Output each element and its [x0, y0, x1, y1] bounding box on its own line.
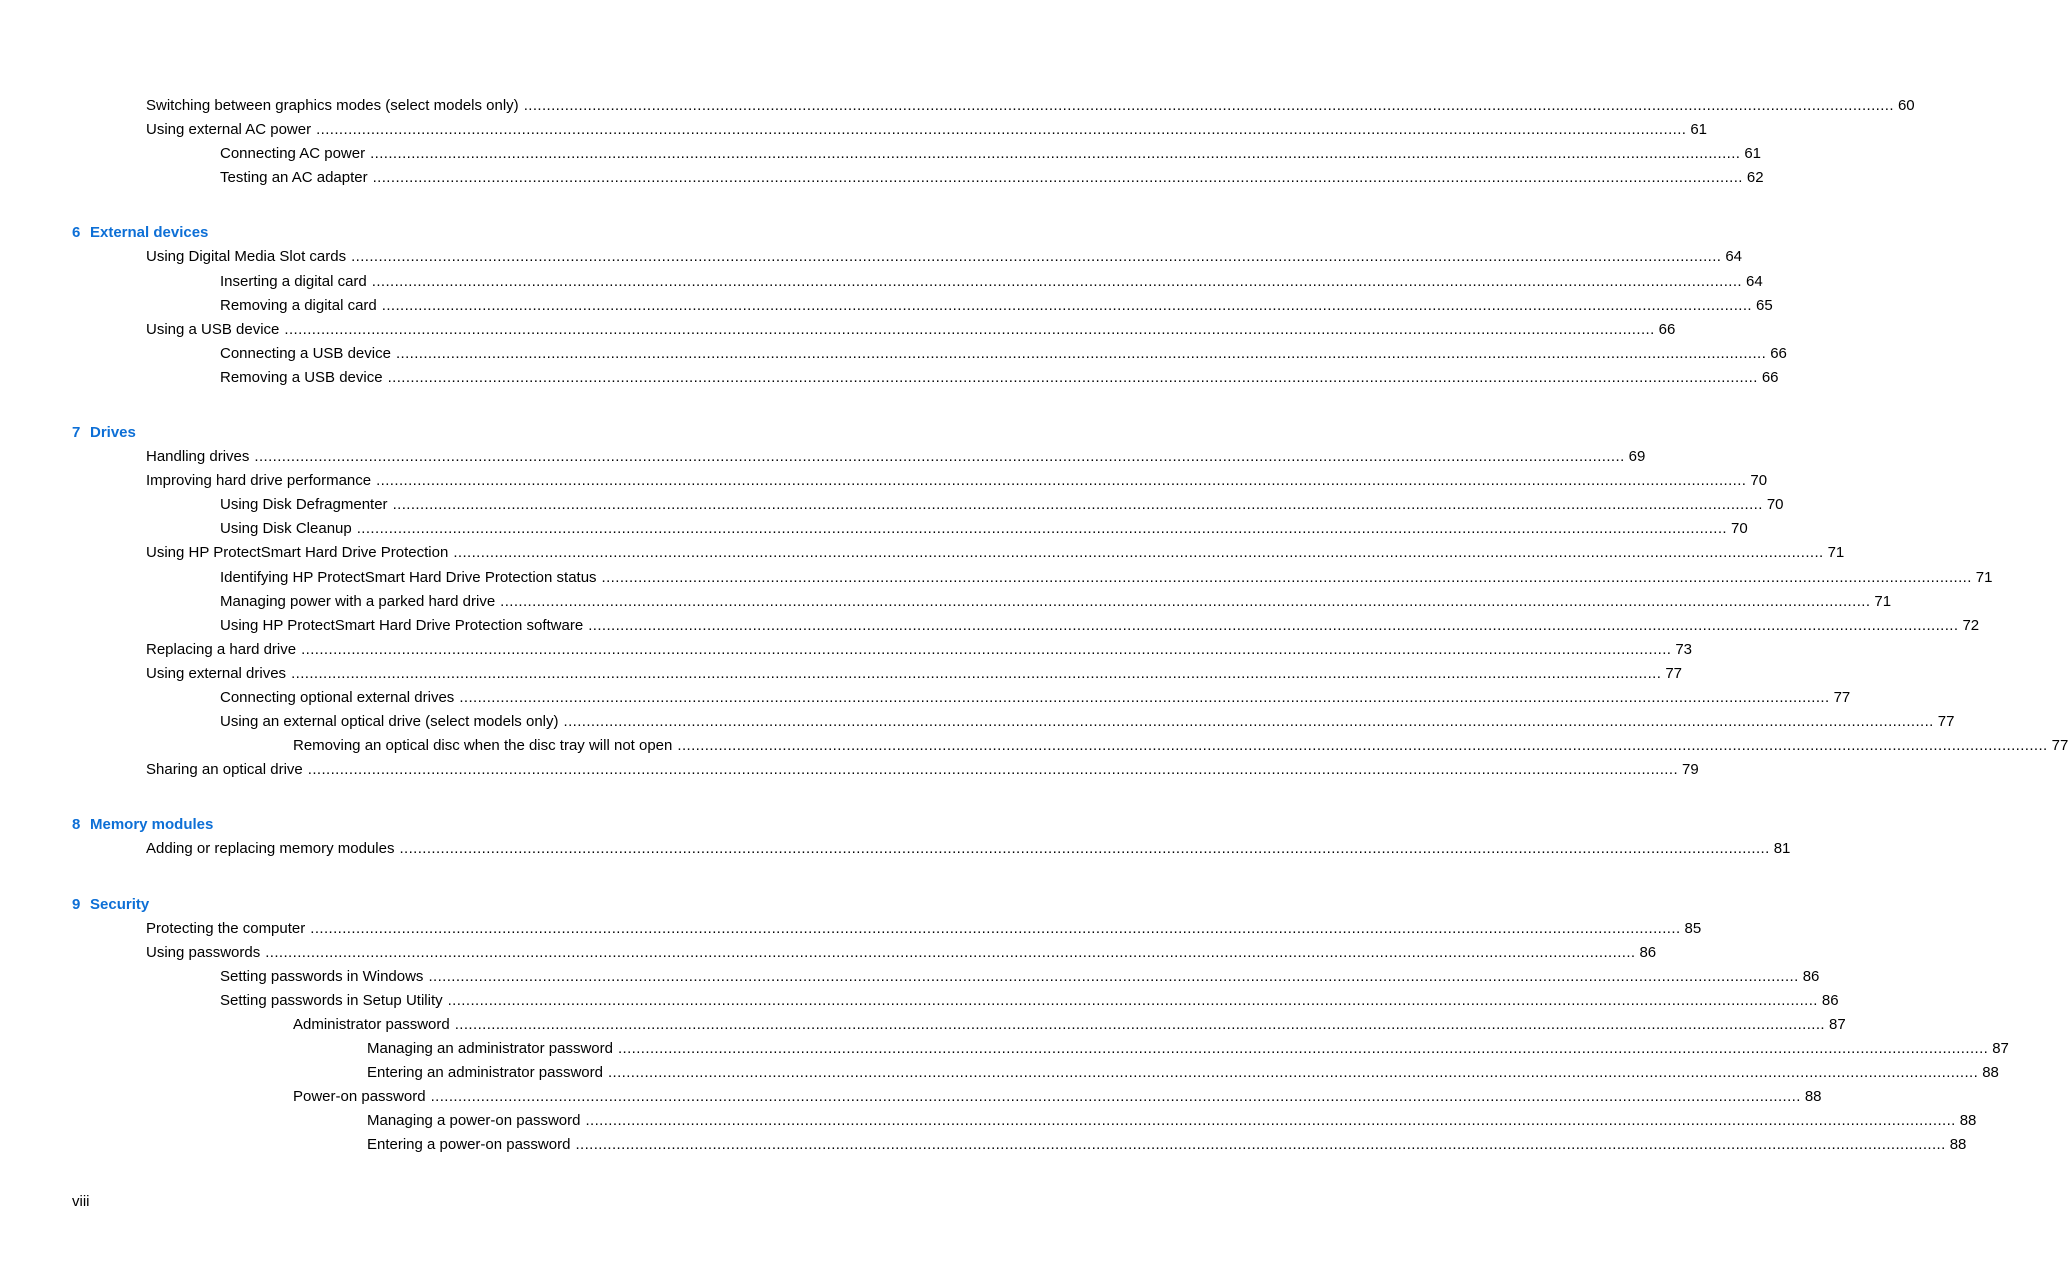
dot-leader: ............................................................................................................................................................................................................................................................................................................ — [351, 248, 1722, 266]
toc-entry-title: Using passwords — [146, 943, 261, 961]
toc-entry[interactable] — [146, 446, 1646, 468]
toc-entry-page-number: 71 — [1975, 568, 1993, 586]
dot-leader: ............................................................................................................................................................................................................................................................................................................ — [301, 640, 1672, 658]
toc-entry-page-number: 79 — [1682, 761, 1699, 779]
toc-entry[interactable] — [220, 167, 1764, 189]
toc-entry[interactable] — [220, 143, 1762, 165]
toc-entry-page-number: 61 — [1744, 145, 1762, 163]
toc-entry-page-number: 81 — [1773, 840, 1791, 858]
toc-entry[interactable] — [293, 1014, 1846, 1036]
toc-entry-title: Managing an administrator password — [367, 1040, 613, 1057]
chapter-title: Memory modules — [90, 816, 214, 834]
dot-leader: ............................................................................................................................................................................................................................................................................................................ — [575, 1136, 1946, 1154]
dot-leader: ............................................................................................................................................................................................................................................................................................................ — [585, 1112, 1956, 1130]
toc-entry-title: Removing an optical disc when the disc tray will not open — [293, 737, 673, 755]
toc-entry-page-number: 86 — [1639, 943, 1657, 961]
toc-entry-title: Managing a power-on password — [367, 1112, 581, 1130]
toc-entry-title: Identifying HP ProtectSmart Hard Drive Protection status — [220, 568, 597, 586]
toc-entry[interactable] — [220, 687, 1851, 709]
toc-entry[interactable] — [146, 95, 1915, 117]
toc-entry-page-number: 61 — [1690, 121, 1708, 139]
toc-entry[interactable] — [367, 1062, 1999, 1084]
dot-leader: ............................................................................................................................................................................................................................................................................................................ — [459, 689, 1830, 706]
chapter-heading[interactable] — [72, 222, 208, 244]
toc-entry-page-number: 88 — [1949, 1136, 1967, 1154]
toc-entry[interactable] — [367, 1110, 1977, 1132]
toc-entry[interactable] — [367, 1134, 1967, 1156]
toc-entry[interactable] — [220, 567, 1993, 589]
toc-entry-page-number: 70 — [1766, 496, 1784, 514]
dot-leader: ............................................................................................................................................................................................................................................................................................................ — [284, 320, 1655, 338]
dot-leader: ............................................................................................................................................................................................................................................................................................................ — [316, 121, 1687, 139]
toc-entry-page-number: 64 — [1746, 272, 1763, 290]
toc-entry-page-number: 70 — [1730, 520, 1748, 538]
toc-entry-title: Entering a power-on password — [367, 1136, 571, 1154]
toc-entry-page-number: 77 — [1665, 664, 1682, 682]
toc-entry[interactable] — [146, 942, 1657, 964]
dot-leader: ............................................................................................................................................................................................................................................................................................................ — [454, 1015, 1825, 1033]
toc-entry-page-number: 88 — [1804, 1088, 1822, 1106]
toc-entry-title: Using a USB device — [146, 320, 280, 338]
toc-entry-page-number: 77 — [1937, 713, 1955, 731]
toc-entry-title: Removing a digital card — [220, 296, 377, 314]
chapter-number: 6 — [72, 224, 81, 242]
toc-entry-title: Connecting AC power — [220, 145, 366, 163]
toc-entry[interactable] — [220, 966, 1820, 988]
toc-entry-title: Using Disk Defragmenter — [220, 496, 388, 514]
chapter-title: Security — [90, 895, 150, 913]
dot-leader: ............................................................................................................................................................................................................................................................................................................ — [428, 967, 1799, 985]
toc-entry[interactable] — [220, 295, 1773, 317]
toc-entry-page-number: 86 — [1802, 967, 1820, 985]
toc-entry-page-number: 65 — [1756, 296, 1773, 314]
dot-leader: ............................................................................................................................................................................................................................................................................................................ — [370, 145, 1741, 163]
toc-entry-title: Setting passwords in Windows — [220, 967, 424, 985]
toc-entry[interactable] — [220, 711, 1955, 733]
toc-entry[interactable] — [220, 271, 1763, 293]
toc-entry-page-number: 62 — [1746, 169, 1764, 187]
toc-entry[interactable] — [146, 663, 1682, 685]
toc-entry[interactable] — [293, 1086, 1822, 1108]
chapter-heading[interactable] — [72, 894, 149, 916]
toc-entry[interactable] — [220, 518, 1748, 540]
dot-leader: ............................................................................................................................................................................................................................................................................................................ — [291, 664, 1662, 682]
chapter-number: 7 — [72, 424, 81, 441]
toc-entry-page-number: 88 — [1959, 1112, 1977, 1130]
toc-entry-title: Adding or replacing memory modules — [146, 840, 395, 858]
dot-leader: ............................................................................................................................................................................................................................................................................................................ — [381, 296, 1752, 314]
chapter-title: External devices — [90, 224, 209, 242]
chapter-number: 8 — [72, 816, 81, 834]
toc-entry-page-number: 77 — [2051, 737, 2068, 755]
dot-leader: ............................................................................................................................................................................................................................................................................................................ — [588, 616, 1959, 634]
toc-entry[interactable] — [146, 470, 1768, 492]
dot-leader: ............................................................................................................................................................................................................................................................................................................ — [453, 544, 1824, 562]
toc-entry[interactable] — [220, 343, 1787, 365]
toc-entry[interactable] — [293, 735, 2068, 757]
toc-entry[interactable] — [146, 838, 1791, 860]
toc-entry-page-number: 88 — [1982, 1064, 1999, 1082]
toc-entry[interactable] — [146, 918, 1702, 940]
toc-entry-title: Administrator password — [293, 1015, 450, 1033]
toc-entry-title: Sharing an optical drive — [146, 761, 303, 779]
toc-entry-title: Using Disk Cleanup — [220, 520, 352, 538]
toc-entry-page-number: 87 — [1992, 1040, 2009, 1057]
toc-entry[interactable] — [146, 639, 1693, 661]
toc-entry-page-number: 71 — [1827, 544, 1845, 562]
toc-entry-page-number: 66 — [1770, 344, 1787, 362]
page-number-footer: viii — [72, 1193, 90, 1210]
toc-entry-title: Testing an AC adapter — [220, 169, 368, 187]
toc-entry-title: Using HP ProtectSmart Hard Drive Protection software — [220, 616, 584, 634]
dot-leader: ............................................................................................................................................................................................................................................................................................................ — [376, 472, 1747, 490]
toc-entry-page-number: 64 — [1725, 248, 1743, 266]
toc-entry-title: Inserting a digital card — [220, 272, 367, 290]
toc-entry-title: Protecting the computer — [146, 919, 306, 937]
toc-entry-page-number: 66 — [1658, 320, 1676, 338]
toc-entry-title: Power-on password — [293, 1088, 426, 1106]
toc-entry-page-number: 77 — [1833, 689, 1851, 706]
toc-entry-title: Handling drives — [146, 448, 250, 465]
dot-leader: ............................................................................................................................................................................................................................................................................................................ — [677, 737, 2048, 755]
toc-entry-page-number: 85 — [1684, 919, 1702, 937]
toc-entry[interactable] — [220, 990, 1839, 1012]
toc-entry-page-number: 73 — [1675, 640, 1693, 658]
toc-entry[interactable] — [146, 319, 1676, 341]
toc-entry-title: Replacing a hard drive — [146, 640, 297, 658]
dot-leader: ............................................................................................................................................................................................................................................................................................................ — [601, 568, 1972, 586]
dot-leader: ............................................................................................................................................................................................................................................................................................................ — [399, 840, 1770, 858]
dot-leader: ............................................................................................................................................................................................................................................................................................................ — [265, 943, 1636, 961]
dot-leader: ............................................................................................................................................................................................................................................................................................................ — [523, 97, 1894, 114]
chapter-title: Drives — [90, 424, 136, 441]
dot-leader: ............................................................................................................................................................................................................................................................................................................ — [447, 991, 1818, 1009]
dot-leader: ............................................................................................................................................................................................................................................................................................................ — [307, 761, 1679, 779]
dot-leader: ............................................................................................................................................................................................................................................................................................................ — [392, 496, 1763, 514]
toc-entry-page-number: 69 — [1628, 448, 1646, 465]
toc-entry-page-number: 66 — [1761, 368, 1779, 386]
toc-entry-page-number: 87 — [1828, 1015, 1846, 1033]
toc-entry-page-number: 60 — [1897, 97, 1915, 114]
toc-entry-page-number: 86 — [1821, 991, 1839, 1009]
dot-leader: ............................................................................................................................................................................................................................................................................................................ — [563, 713, 1934, 731]
toc-entry[interactable] — [220, 367, 1779, 389]
dot-leader: ............................................................................................................................................................................................................................................................................................................ — [371, 272, 1742, 290]
toc-entry-title: Managing power with a parked hard drive — [220, 592, 496, 610]
toc-entry[interactable] — [220, 591, 1892, 613]
toc-entry-title: Entering an administrator password — [367, 1064, 603, 1082]
toc-entry-title: Connecting a USB device — [220, 344, 391, 362]
toc-entry-title: Using external AC power — [146, 121, 312, 139]
dot-leader: ............................................................................................................................................................................................................................................................................................................ — [617, 1040, 1989, 1057]
chapter-number: 9 — [72, 895, 81, 913]
toc-entry-title: Using external drives — [146, 664, 287, 682]
toc-entry[interactable] — [146, 246, 1743, 268]
toc-entry[interactable] — [367, 1038, 2009, 1060]
dot-leader: ............................................................................................................................................................................................................................................................................................................ — [254, 448, 1625, 465]
dot-leader: ............................................................................................................................................................................................................................................................................................................ — [395, 344, 1767, 362]
toc-entry[interactable] — [220, 615, 1980, 637]
dot-leader: ............................................................................................................................................................................................................................................................................................................ — [372, 169, 1743, 187]
dot-leader: ............................................................................................................................................................................................................................................................................................................ — [500, 592, 1871, 610]
toc-entry[interactable] — [220, 494, 1784, 516]
chapter-heading[interactable] — [72, 814, 213, 836]
toc-entry-title: Switching between graphics modes (select models only) — [146, 97, 519, 114]
toc-entry-title: Connecting optional external drives — [220, 689, 455, 706]
dot-leader: ............................................................................................................................................................................................................................................................................................................ — [310, 919, 1681, 937]
dot-leader: ............................................................................................................................................................................................................................................................................................................ — [607, 1064, 1979, 1082]
toc-entry-page-number: 71 — [1874, 592, 1892, 610]
toc-entry-page-number: 72 — [1962, 616, 1980, 634]
chapter-heading[interactable] — [72, 422, 136, 444]
dot-leader: ............................................................................................................................................................................................................................................................................................................ — [387, 368, 1758, 386]
dot-leader: ............................................................................................................................................................................................................................................................................................................ — [356, 520, 1727, 538]
toc-entry-page-number: 70 — [1750, 472, 1768, 490]
dot-leader: ............................................................................................................................................................................................................................................................................................................ — [430, 1088, 1801, 1106]
toc-entry-title: Removing a USB device — [220, 368, 383, 386]
toc-entry-title: Using an external optical drive (select models only) — [220, 713, 559, 731]
toc-entry-title: Improving hard drive performance — [146, 472, 372, 490]
toc-entry[interactable] — [146, 542, 1845, 564]
toc-entry-title: Using Digital Media Slot cards — [146, 248, 347, 266]
toc-entry[interactable] — [146, 119, 1708, 141]
toc-entry-title: Setting passwords in Setup Utility — [220, 991, 443, 1009]
toc-entry[interactable] — [146, 759, 1699, 781]
toc-entry-title: Using HP ProtectSmart Hard Drive Protection — [146, 544, 449, 562]
